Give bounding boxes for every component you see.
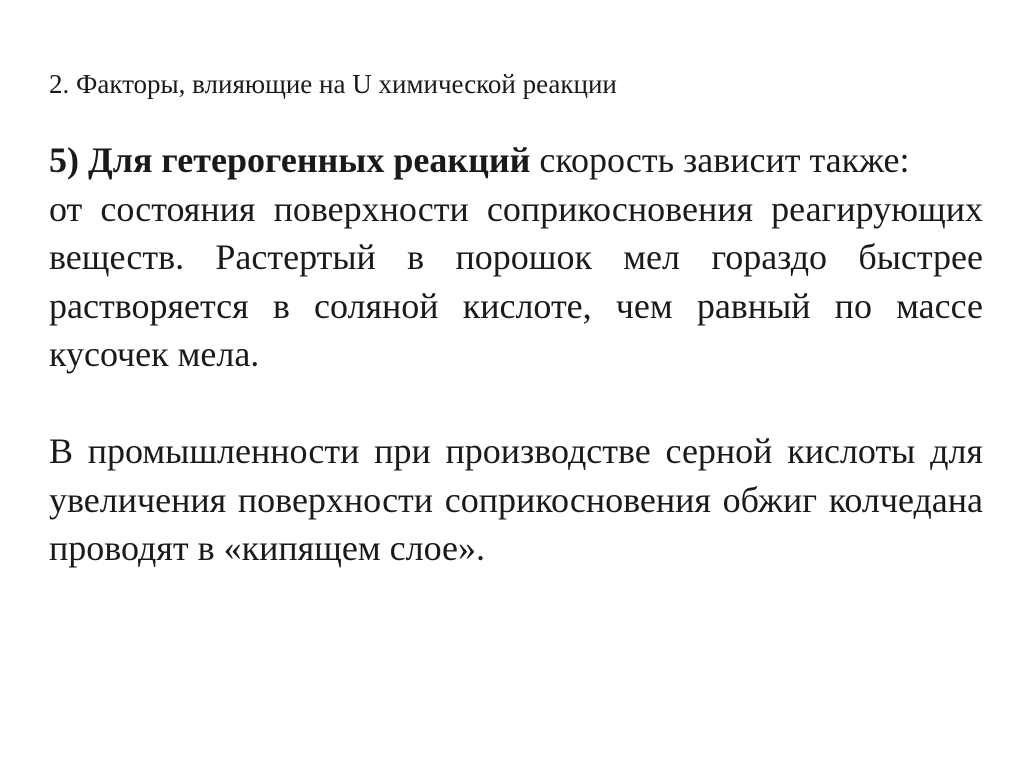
point-heading-bold: 5) Для гетерогенных реакций [49,140,531,180]
paragraph-surface: от состояния поверхности соприкосновения реагирующих веществ. Растертый в порошок мел гораздо быстрее растворяется в соляной кислоте, чем равный по массе кусочек мела. [49,188,983,374]
point-heading-rest: скорость зависит также: [530,140,910,180]
paragraph-industry: В промышленности при производстве серной кислоты для увеличения поверхности соприкосновения обжиг колчедана проводят в «кипящем слое». [49,431,983,568]
slide-title: 2. Факторы, влияющие на U химической реакции [49,69,617,99]
slide-content [49,136,983,573]
point-heading [49,136,983,185]
